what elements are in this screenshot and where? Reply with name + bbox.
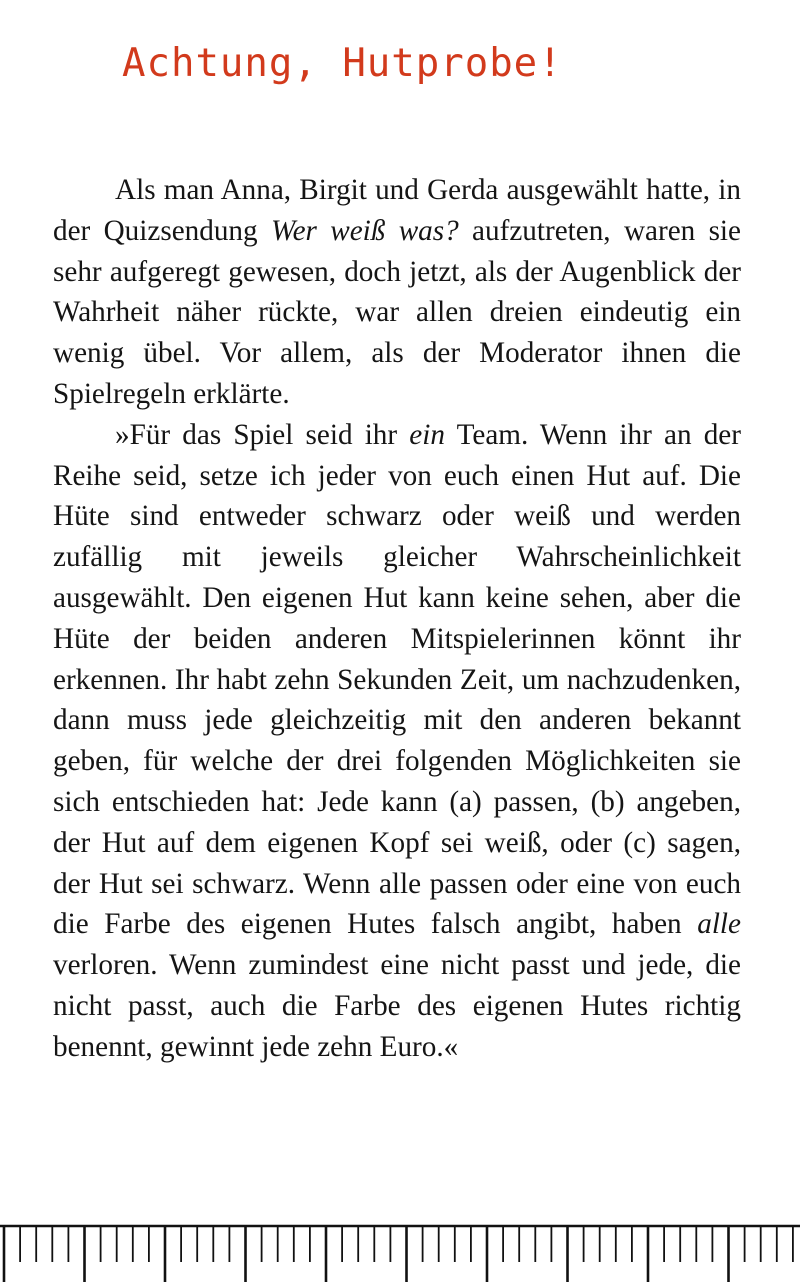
paragraph-rules	[53, 415, 741, 1068]
paragraph-intro	[53, 170, 741, 415]
rules-emphasis-alle: alle	[697, 908, 741, 941]
body-text	[53, 170, 741, 1068]
quiz-show-name: Wer weiß was?	[270, 214, 459, 247]
intro-text-start: Als man Anna, Birgit und Gerda ausgewählt hatte, in der Quizsendung	[53, 174, 741, 247]
rules-text-2: Team. Wenn ihr an der Reihe seid, setze ich jeder von euch einen Hut auf. Die Hüte sind entweder schwarz oder weiß und werden zufällig mit jeweils gleicher Wahrscheinlichkeit ausgewählt. Den eigenen Hut kann keine sehen, aber die Hüte der beiden anderen Mitspielerinnen könnt ihr erkennen. Ihr habt zehn Sekunden Zeit, um nachzudenken, dann muss jede gleichzeitig mit den anderen bekannt geben, für welche der drei folgenden Möglichkeiten sie sich entschieden hat: Jede kann (a) passen, (b) angeben, der Hut auf dem eigenen Kopf sei weiß, oder (c) sagen, der Hut sei schwarz. Wenn alle passen oder eine von euch die Farbe des eigenen Hutes falsch angibt, haben	[53, 418, 741, 941]
rules-text-1: »Für das Spiel seid ihr	[115, 418, 410, 451]
rules-text-3: verloren. Wenn zumindest eine nicht passt und jede, die nicht passt, auch die Farbe des eigenen Hutes richtig benennt, gewinnt jede zehn Euro.«	[53, 949, 741, 1063]
intro-text-end: aufzutreten, waren sie sehr aufgeregt gewesen, doch jetzt, als der Augenblick der Wahrheit näher rückte, war allen dreien eindeutig ein wenig übel. Vor allem, als der Moderator ihnen die Spielregeln erklärte.	[53, 214, 741, 410]
rules-emphasis-ein: ein	[409, 418, 445, 451]
chapter-title: Achtung, Hutprobe!	[122, 41, 563, 86]
ruler-scale	[0, 1222, 800, 1282]
